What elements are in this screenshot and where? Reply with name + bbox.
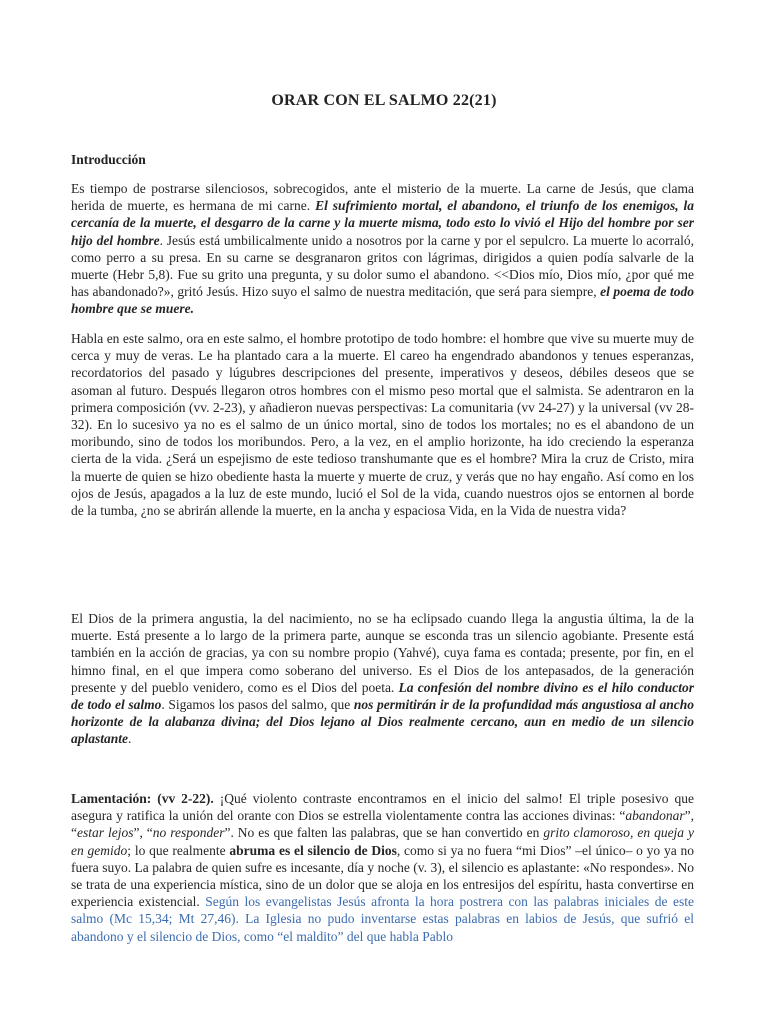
p4-italic-i: grito clamoroso, en queja y en gemido: [71, 825, 695, 858]
paragraph-dios: [71, 610, 694, 748]
p4-text-l: , como si ya no fuera “mi Dios” –el único– o yo ya no fuera suyo. La palabra de quien sufre es incesante, día y noche (v. 3), el silencio es aplastante: «No respondes». No se trata de una experiencia mística, sino de un dolor que se aloja en los entresijos del espíritu, hasta convertirse en experiencia existencial.: [71, 842, 695, 910]
p4-italic-e: estar lejos: [77, 825, 134, 841]
p4-italic-g: no responder: [152, 825, 225, 841]
document-title: ORAR CON EL SALMO 22(21): [271, 92, 497, 109]
p3-emphasis-b: La confesión del nombre divino es el hilo conductor de todo el salmo: [71, 679, 695, 713]
p3-emphasis-d: nos permitirán ir de la profundidad más angustiosa al ancho horizonte de la alabanza divina; del Dios lejano al Dios realmente cercano, aun en medio de un silencio aplastante: [71, 697, 694, 747]
p3-text-a: El Dios de la primera angustia, la del nacimiento, no se ha eclipsado cuando llega la angustia última, la de la muerte. Está presente a lo largo de la primera parte, aunque se esconda tras un silencio agobiante. Presente está también en la acción de gracias, ya con su nombre propio (Yahvé), cuya fama es contada; presente, por fin, en el himno final, en el que impera como soberano del universo. Es el Dios de los antepasados, de la generación presente y del pueblo venidero, como es el Dios del poeta.: [71, 611, 694, 695]
p3-text-e: .: [128, 731, 132, 747]
p1-text-c: . Jesús está umbilicalmente unido a nosotros por la carne y por el sepulcro. La muerte lo acorraló, como perro a su presa. En su carne se desgranaron gritos con lágrimas, dirigidos a quien podía salvarle de la muerte (Hebr 5,8). Fue su grito una pregunta, y su dolor sumo el abandono. <<Dios mío, Dios mío, ¿por qué me has abandonado?», gritó Jesús. Hizo suyo el salmo de nuestra meditación, que será para siempre,: [71, 232, 694, 300]
p3-text-c: . Sigamos los pasos del salmo, que: [161, 697, 354, 713]
p1-emphasis-d: el poema de todo hombre que se muere.: [71, 284, 694, 317]
p4-text-d: ”, “: [71, 808, 694, 841]
section-heading-introduccion: Introducción: [71, 152, 146, 167]
paragraph-intro: [71, 180, 694, 318]
p4-bold-k: abruma es el silencio de Dios: [229, 842, 397, 858]
p4-label: Lamentación: (vv 2-22).: [71, 791, 214, 806]
p4-text-h: ”. No es que falten las palabras, que se han convertido en: [224, 825, 544, 841]
paragraph-habla: Habla en este salmo, ora en este salmo, el hombre prototipo de todo hombre: el hombre que vive su muerte muy de cerca y muy de veras. Le ha plantado cara a la muerte. El careo ha engendrado abandonos y tenues esperanzas, recordatorios del pasado y lúgubres descripciones del presente, imperativos y deseos, débiles deseos que se asoman al futuro. Después llegaron otros hombres con el mismo peso mortal que el salmista. Se adentraron en la primera composición (vv. 2-23), y añadieron nuevas perspectivas: La comunitaria (vv 24-27) y la universal (vv 28-32). En lo sucesivo ya no es el salmo de un único mortal, sino de todos los mortales; no es el abandono de un moribundo, sino de todos los moribundos. Pero, a la vez, en el amplio horizonte, ha ido creciendo la esperanza cierta de la vida. ¿Será un espejismo de este tedioso transhumante que es el hombre? Mira la cruz de Cristo, mira la muerte de quien se hizo obediente hasta la muerte y muerte de cruz, y verás que no hay engaño. Así como en los ojos de Jesús, apagados a la luz de este mundo, lució el Sol de la vida, cuando nuestros ojos se entornen al borde de la tumba, ¿no se abrirán allende la muerte, en la ancha y espaciosa Vida, en la Vida de nuestra vida?: [71, 331, 694, 519]
p1-text-a: Es tiempo de postrarse silenciosos, sobrecogidos, ante el misterio de la muerte. La carne de Jesús, que clama herida de muerte, es hermana de mi carne.: [71, 181, 694, 214]
p1-emphasis-b: El sufrimiento mortal, el abandono, el triunfo de los enemigos, la cercanía de la muerte, el desgarro de la carne y la muerte misma, todo esto lo vivió el Hijo del hombre por ser hijo del hombre: [71, 198, 694, 248]
paragraph-lamentacion: [71, 790, 694, 945]
p4-text-f: ”, “: [133, 825, 153, 841]
p4-text-b: ¡Qué violento contraste encontramos en el inicio del salmo! El triple posesivo que asegura y ratifica la unión del orante con Dios se estrella violentamente contra las acciones divinas: “: [71, 791, 694, 824]
p4-text-j: ; lo que realmente: [127, 842, 230, 858]
p4-italic-c: abandonar: [625, 808, 685, 824]
p4-blue-m: Según los evangelistas Jesús afronta la hora postrera con las palabras iniciales de este salmo (Mc 15,34; Mt 27,46). La Iglesia no pudo inventarse estas palabras en labios de Jesús, que sufrió el abandono y el silencio de Dios, como “el maldito” del que habla Pablo: [71, 894, 694, 944]
